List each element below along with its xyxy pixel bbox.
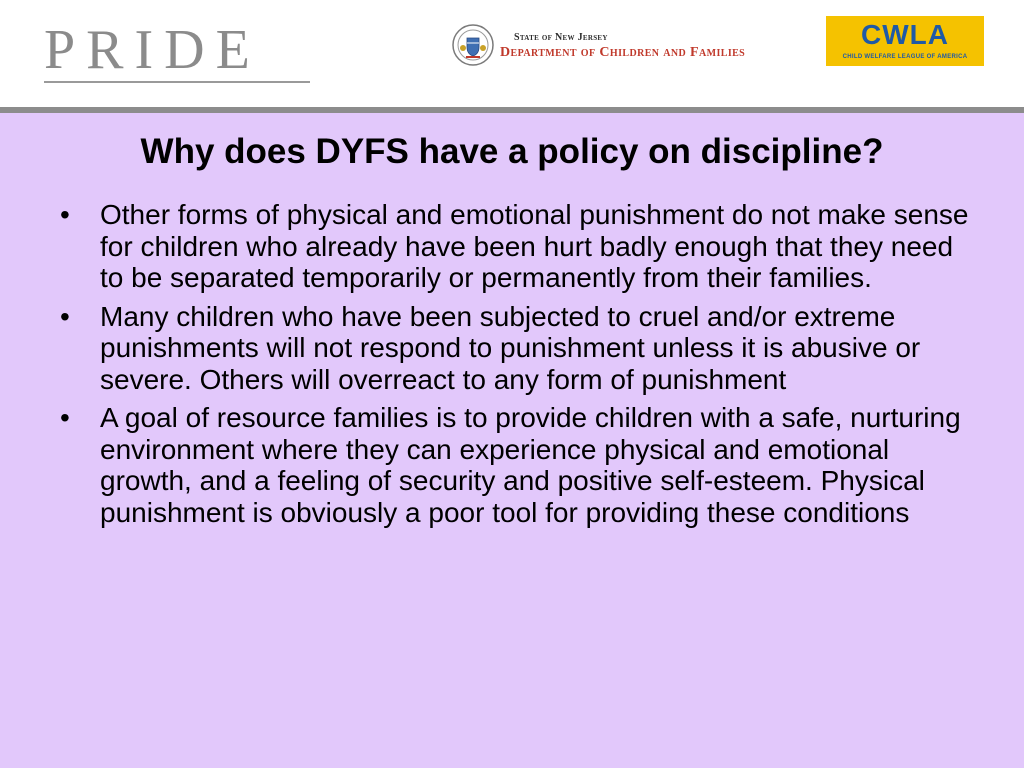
bullet-icon: • bbox=[60, 402, 70, 433]
cwla-logo-text: CWLA bbox=[861, 19, 949, 50]
dcf-logo bbox=[500, 30, 820, 70]
bullet-text: Other forms of physical and emotional punishment do not make sense for children who already have been hurt badly enough that they need to be separated temporarily or permanently from their families. bbox=[100, 199, 969, 293]
pride-logo-text: PRIDE bbox=[44, 19, 261, 81]
slide-content bbox=[0, 113, 1024, 768]
bullet-text: Many children who have been subjected to cruel and/or extreme punishments will not respond to punishment unless it is abusive or severe. Others will overreact to any form of punishment bbox=[100, 300, 921, 395]
dcf-state-label: State of New Jersey bbox=[514, 32, 608, 43]
cwla-tagline: CHILD WELFARE LEAGUE OF AMERICA bbox=[842, 54, 968, 60]
bullet-list bbox=[60, 199, 980, 535]
bullet-item bbox=[60, 199, 980, 294]
dcf-department-label: Department of Children and Families bbox=[500, 45, 746, 60]
bullet-item bbox=[60, 301, 980, 396]
pride-logo bbox=[44, 19, 312, 84]
pride-logo-underline bbox=[44, 81, 310, 83]
bullet-icon: • bbox=[60, 300, 70, 332]
bullet-item bbox=[60, 402, 980, 528]
slide-header bbox=[0, 0, 1024, 107]
slide-title: Why does DYFS have a policy on discipline? bbox=[140, 132, 884, 171]
new-jersey-seal-icon bbox=[452, 24, 494, 66]
bullet-icon: • bbox=[60, 199, 70, 230]
bullet-text: A goal of resource families is to provide children with a safe, nurturing environment where they can experience physical and emotional growth, and a feeling of security and positive self-esteem. Physical punishment is obviously a poor tool for providing these conditions bbox=[100, 402, 961, 528]
cwla-logo bbox=[826, 16, 984, 66]
